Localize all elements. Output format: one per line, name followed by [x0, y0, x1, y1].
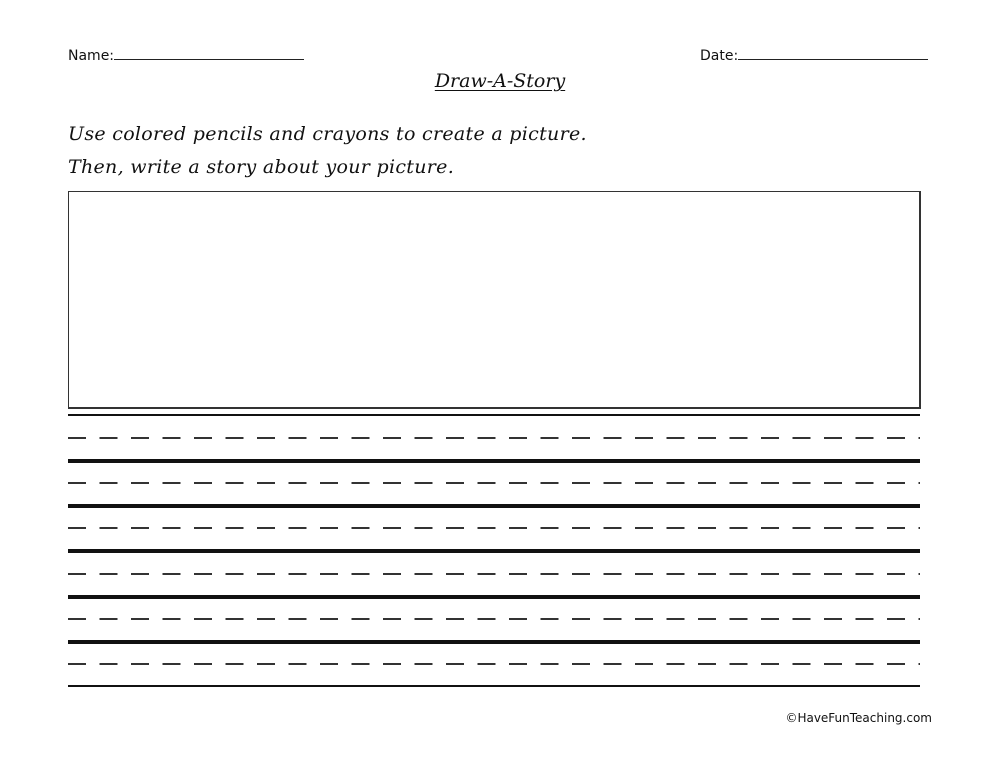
baseline: [68, 459, 920, 463]
date-blank-line[interactable]: [738, 47, 928, 60]
midline-dashed: [68, 527, 920, 529]
date-label: Date:: [700, 48, 739, 64]
baseline: [68, 504, 920, 508]
baseline: [68, 549, 920, 553]
name-field[interactable]: [68, 47, 304, 64]
worksheet-title-text: Draw-A-Story: [434, 70, 566, 92]
midline-dashed: [68, 482, 920, 484]
midline-dashed: [68, 618, 920, 620]
top-line: [68, 414, 920, 416]
name-label: Name:: [68, 48, 115, 64]
name-blank-line[interactable]: [114, 47, 304, 60]
midline-dashed: [68, 437, 920, 439]
date-field[interactable]: [700, 47, 928, 64]
worksheet-title: [0, 70, 1000, 92]
instruction-line-1: Use colored pencils and crayons to create a picture.: [68, 123, 587, 145]
copyright-footer: ©HaveFunTeaching.com: [785, 711, 932, 725]
midline-dashed: [68, 573, 920, 575]
baseline: [68, 640, 920, 644]
bottom-line: [68, 685, 920, 687]
midline-dashed: [68, 663, 920, 665]
drawing-box[interactable]: [68, 191, 921, 409]
baseline: [68, 595, 920, 599]
instruction-line-2: Then, write a story about your picture.: [68, 156, 455, 178]
